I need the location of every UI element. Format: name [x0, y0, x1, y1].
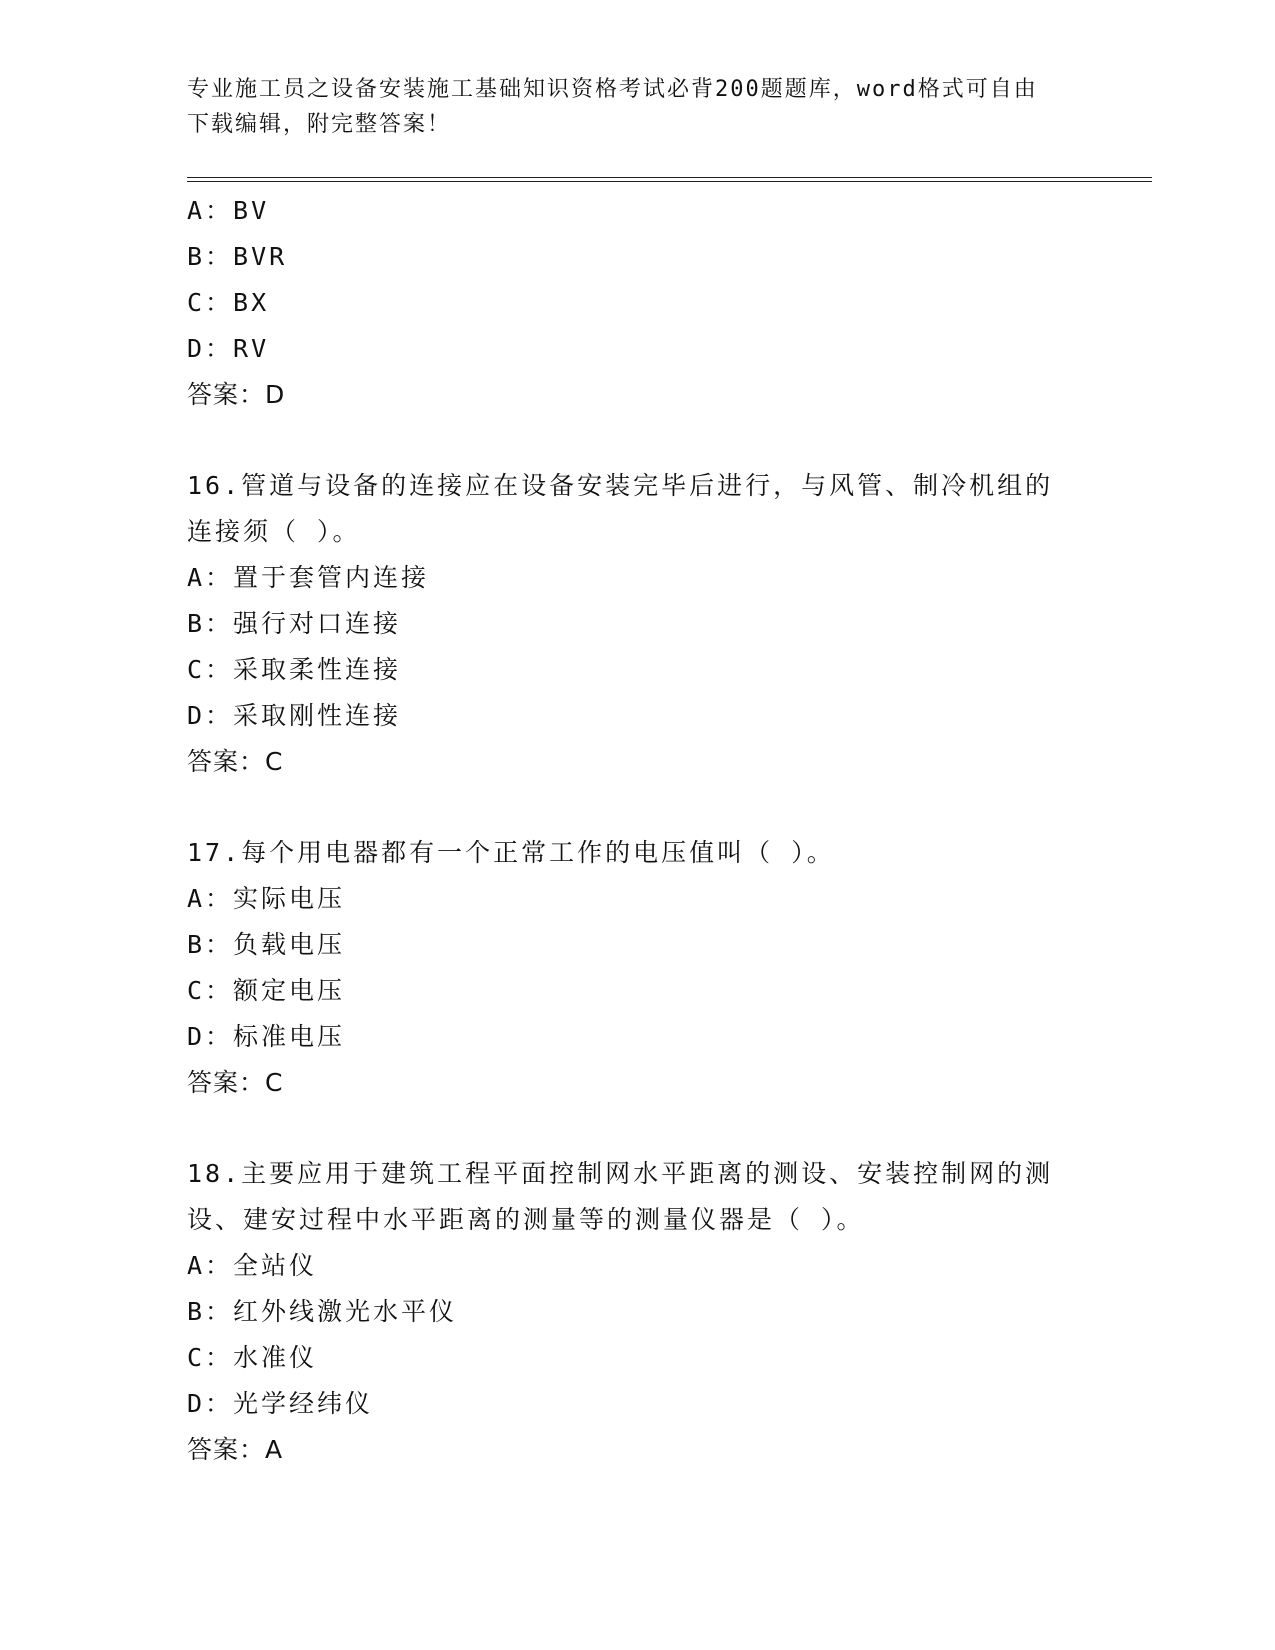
- option-a: A：置于套管内连接: [187, 563, 430, 592]
- option-b: B：强行对口连接: [187, 609, 402, 638]
- header-title-line-1: 专业施工员之设备安装施工基础知识资格考试必背200题题库，word格式可自由: [187, 77, 1038, 102]
- question-stem-line-2: 设、建安过程中水平距离的测量等的测量仪器是（ ）。: [187, 1205, 865, 1234]
- option-c: C：水准仪: [187, 1343, 318, 1372]
- question-list: [187, 188, 1107, 1473]
- answer-line: 答案：A: [187, 1435, 284, 1464]
- option-c: C：采取柔性连接: [187, 655, 402, 684]
- option-d: D：采取刚性连接: [187, 701, 402, 730]
- answer-line: 答案：D: [187, 380, 286, 409]
- question-block-18: [187, 1151, 1107, 1473]
- question-block-17: [187, 830, 1107, 1106]
- question-stem-line-2: 连接须（ ）。: [187, 517, 361, 546]
- document-header: [187, 72, 1067, 142]
- option-d: D：标准电压: [187, 1022, 346, 1051]
- option-b: B：BVR: [187, 242, 288, 271]
- option-a: A：BV: [187, 196, 270, 225]
- spacer: [187, 1106, 1107, 1151]
- header-title-line-2: 下载编辑，附完整答案！: [187, 112, 452, 137]
- question-block-16: [187, 463, 1107, 785]
- option-a: A：实际电压: [187, 884, 346, 913]
- option-c: C：额定电压: [187, 976, 346, 1005]
- question-stem-line-1: 17.每个用电器都有一个正常工作的电压值叫（ ）。: [187, 838, 835, 867]
- option-b: B：红外线激光水平仪: [187, 1297, 458, 1326]
- option-a: A：全站仪: [187, 1251, 318, 1280]
- option-b: B：负载电压: [187, 930, 346, 959]
- spacer: [187, 418, 1107, 463]
- option-d: D：RV: [187, 334, 270, 363]
- answer-line: 答案：C: [187, 747, 284, 776]
- header-divider: [187, 177, 1152, 182]
- option-c: C：BX: [187, 288, 270, 317]
- answer-line: 答案：C: [187, 1068, 284, 1097]
- option-d: D：光学经纬仪: [187, 1389, 374, 1418]
- question-stem-line-1: 16.管道与设备的连接应在设备安装完毕后进行，与风管、制冷机组的: [187, 471, 1054, 500]
- question-stem-line-1: 18.主要应用于建筑工程平面控制网水平距离的测设、安装控制网的测: [187, 1159, 1054, 1188]
- spacer: [187, 785, 1107, 830]
- question-block-15: [187, 188, 1107, 418]
